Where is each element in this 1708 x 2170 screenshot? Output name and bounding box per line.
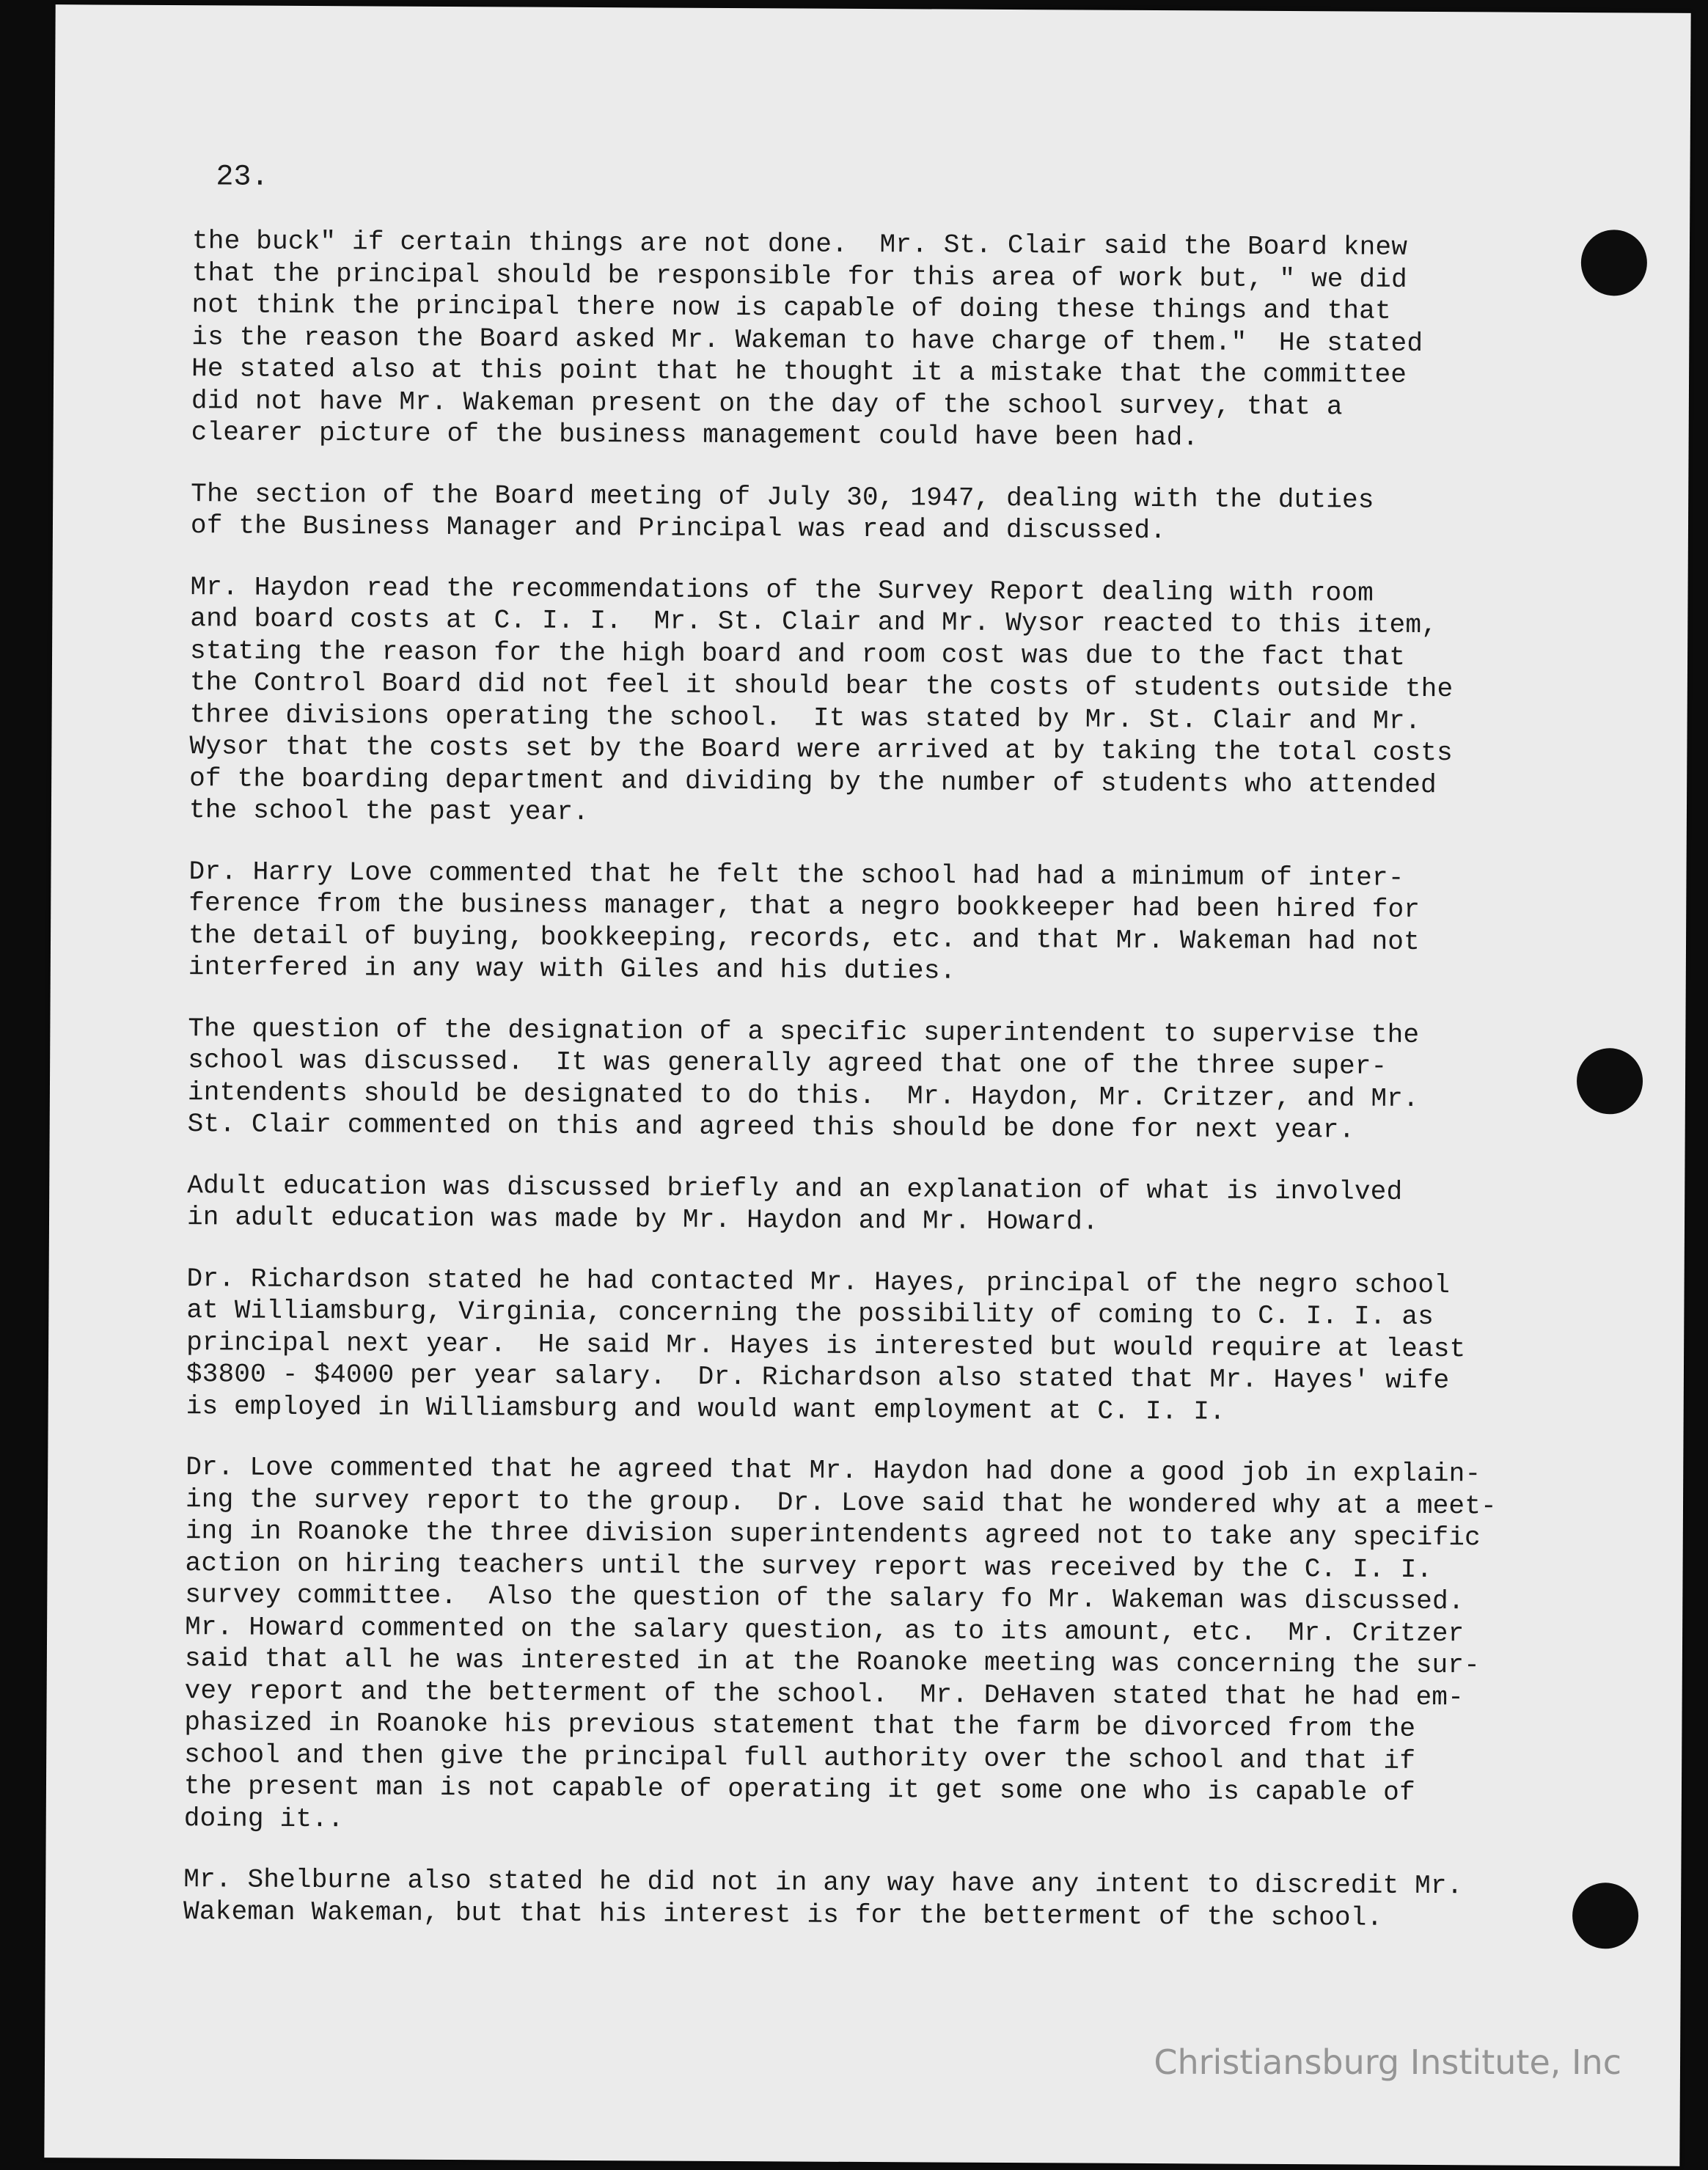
document-page (44, 4, 1690, 2166)
text-line: and board costs at C. I. I. Mr. St. Clair and Mr. Wysor reacted to this item, (190, 604, 1438, 641)
text-line: action on hiring teachers until the survey report was received by the C. I. I. (185, 1547, 1433, 1585)
text-line: Dr. Love commented that he agreed that Mr. Haydon had done a good job in explain- (186, 1452, 1481, 1489)
text-line: the Control Board did not feel it should bear the costs of students outside the (189, 667, 1454, 705)
paragraph (191, 225, 1542, 455)
text-line: $3800 - $4000 per year salary. Dr. Richardson also stated that Mr. Hayes' wife (186, 1359, 1450, 1396)
text-line: He stated also at this point that he thought it a mistake that the committee (191, 353, 1407, 390)
text-line: the present man is not capable of operating it get some one who is capable of (183, 1771, 1415, 1808)
text-line: stating the reason for the high board and room cost was due to the fact that (189, 635, 1406, 672)
text-line: school was discussed. It was generally agreed that one of the three super- (188, 1045, 1388, 1082)
text-line: of the Business Manager and Principal was read and discussed. (190, 510, 1167, 546)
text-line: Adult education was discussed briefly and an explanation of what is involved (187, 1170, 1403, 1207)
text-line: the buck" if certain things are not done. Mr. St. Clair said the Board knew (191, 226, 1408, 263)
punch-hole (1572, 1883, 1638, 1949)
text-line: ing the survey report to the group. Dr. Love said that he wondered why at a meet- (185, 1484, 1498, 1521)
text-line: Mr. Haydon read the recommendations of the Survey Report dealing with room (190, 571, 1374, 609)
paragraph (184, 1451, 1536, 1841)
paragraph (187, 1170, 1536, 1241)
text-line: at Williamsburg, Virginia, concerning the possibility of coming to C. I. I. as (186, 1295, 1434, 1333)
text-line: Dr. Harry Love commented that he felt the school had had a minimum of inter- (188, 856, 1404, 893)
paragraph (188, 1013, 1538, 1148)
page-number: 23. (216, 161, 269, 194)
paragraph (183, 1863, 1533, 1935)
text-line: the detail of buying, bookkeeping, records, etc. and that Mr. Wakeman had not (188, 920, 1421, 957)
document-body (183, 225, 1542, 1964)
text-line: Mr. Howard commented on the salary question, as to its amount, etc. Mr. Critzer (185, 1611, 1465, 1649)
text-line: survey committee. Also the question of the salary fo Mr. Wakeman was discussed. (185, 1580, 1465, 1617)
text-line: Wysor that the costs set by the Board were arrived at by taking the total costs (189, 731, 1453, 769)
watermark: Christiansburg Institute, Inc (1154, 2042, 1621, 2082)
text-line: of the boarding department and dividing by the number of students who attended (189, 763, 1437, 800)
text-line: is employed in Williamsburg and would want employment at C. I. I. (186, 1390, 1226, 1427)
paragraph (191, 478, 1540, 549)
punch-hole (1577, 1048, 1643, 1114)
text-line: Wakeman Wakeman, but that his interest is for the betterment of the school. (183, 1896, 1383, 1933)
text-line: interfered in any way with Giles and his duties. (188, 952, 956, 986)
text-line: St. Clair commented on this and agreed this should be done for next year. (187, 1109, 1355, 1146)
text-line: intendents should be designated to do this. Mr. Haydon, Mr. Critzer, and Mr. (187, 1077, 1419, 1114)
paragraph (186, 1263, 1536, 1429)
text-line: Dr. Richardson stated he had contacted Mr. Hayes, principal of the negro school (186, 1263, 1451, 1300)
text-line: that the principal should be responsible for this area of work but, " we did (191, 257, 1407, 295)
text-line: school and then give the principal full authority over the school and that if (184, 1739, 1416, 1776)
text-line: said that all he was interested in at the Roanoke meeting was concerning the sur- (184, 1643, 1481, 1681)
text-line: is the reason the Board asked Mr. Wakeman to have charge of them." He stated (191, 321, 1423, 359)
text-line: clearer picture of the business management could have been had. (191, 417, 1199, 453)
paragraph (188, 856, 1539, 991)
punch-hole (1581, 230, 1647, 296)
text-line: doing it.. (183, 1803, 344, 1834)
text-line: ference from the business manager, that a negro bookkeeper had been hired for (188, 888, 1421, 925)
text-line: The question of the designation of a specific superintendent to supervise the (188, 1013, 1420, 1050)
paragraph (189, 571, 1540, 834)
text-line: the school the past year. (188, 795, 590, 828)
text-line: principal next year. He said Mr. Hayes is interested but would require at least (186, 1327, 1466, 1364)
text-line: not think the principal there now is capable of doing these things and that (191, 290, 1391, 326)
text-line: The section of the Board meeting of July 30, 1947, dealing with the duties (191, 478, 1374, 516)
text-line: in adult education was made by Mr. Haydon and Mr. Howard. (186, 1202, 1099, 1237)
text-line: phasized in Roanoke his previous statement that the farm be divorced from the (184, 1707, 1416, 1744)
text-line: three divisions operating the school. It was stated by Mr. St. Clair and Mr. (189, 699, 1421, 736)
text-line: vey report and the betterment of the school. Mr. DeHaven stated that he had em- (184, 1675, 1465, 1712)
text-line: did not have Mr. Wakeman present on the day of the school survey, that a (191, 385, 1343, 422)
text-line: Mr. Shelburne also stated he did not in any way have any intent to discredit Mr. (183, 1864, 1463, 1902)
text-line: ing in Roanoke the three division superintendents agreed not to take any specific (185, 1516, 1481, 1553)
